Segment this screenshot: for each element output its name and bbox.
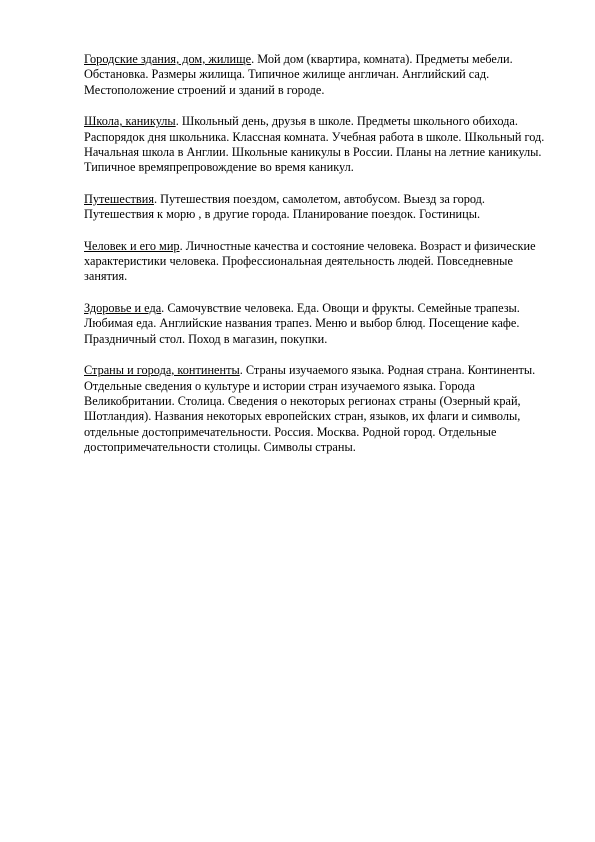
section-heading: Городские здания, дом, жилище	[84, 52, 252, 66]
section-travel	[84, 192, 554, 223]
section-heading: Школа, каникулы	[84, 114, 176, 129]
section-health-food	[84, 301, 554, 347]
section-text: . Школьный день, друзья в школе. Предметы школьного обихода. Распорядок дня школьника. Классная комната. Учебная работа в школе. Школьный год. Начальная школа в Англии. Школьные каникулы в России. Планы на летние каникулы. Типичное времяпрепровождение во время каникул.	[84, 114, 545, 175]
section-heading: Путешествия	[84, 191, 154, 206]
section-housing	[84, 52, 554, 98]
section-text: . Личностные качества и состояние человека. Возраст и физические характеристики человека. Профессиональная деятельность людей. Повседневные занятия.	[84, 238, 536, 284]
section-person	[84, 239, 554, 285]
section-text: . Страны изучаемого языка. Родная страна. Континенты. Отдельные сведения о культуре и истории стран изучаемого языка. Города Великобритании. Столица. Сведения о некоторых регионах страны (Озерный край, Шотландия). Названия некоторых европейских стран, языков, их флаги и символы, отдельные достопримечательности. Россия. Москва. Родной город. Отдельные достопримечательности столицы. Символы страны.	[84, 363, 536, 455]
section-countries	[84, 363, 554, 455]
section-heading: Здоровье и еда	[84, 300, 162, 315]
document-body	[84, 52, 554, 472]
section-school	[84, 114, 554, 176]
section-text: . Путешествия поездом, самолетом, автобусом. Выезд за город. Путешествия к морю , в другие города. Планирование поездок. Гостиницы.	[84, 191, 486, 222]
section-text: . Мой дом (квартира, комната). Предметы мебели. Обстановка. Размеры жилища. Типичное жилище англичан. Английский сад. Местоположение строений и зданий в городе.	[84, 52, 513, 97]
section-heading: Страны и города, континенты	[84, 363, 240, 378]
section-text: . Самочувствие человека. Еда. Овощи и фрукты. Семейные трапезы. Любимая еда. Английские названия трапез. Меню и выбор блюд. Посещение кафе. Праздничный стол. Поход в магазин, покупки.	[84, 300, 520, 346]
section-heading: Человек и его мир	[84, 238, 180, 253]
